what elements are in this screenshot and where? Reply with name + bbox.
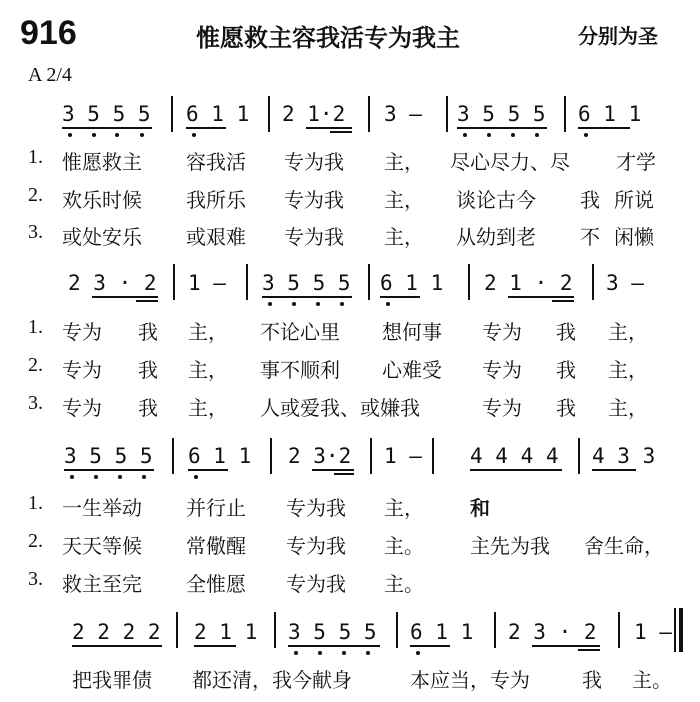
lyric: 本应当，专为 [410, 668, 530, 692]
lyric: 主。 [384, 572, 424, 596]
lyric: 主， [384, 496, 424, 520]
measure-notes: 6 1 1 [188, 444, 252, 468]
lyric: 主。 [384, 534, 424, 558]
lyric: 尽心尽力、尽 [450, 150, 570, 174]
measure-notes: 6 1 1 [186, 102, 250, 126]
barline [618, 612, 620, 648]
lyric: 谈论古今 [456, 188, 536, 212]
verse-label: 1. [28, 492, 43, 514]
measure-notes: 3 5 5 5 [64, 444, 153, 468]
lyric: 我 [556, 320, 576, 344]
low-dot [318, 651, 322, 655]
barline [268, 96, 270, 132]
barline [564, 96, 566, 132]
lyric: 都还清，我今献身 [192, 668, 352, 692]
lyric: 把我罪债 [72, 668, 152, 692]
measure-notes: 3 – [384, 102, 422, 126]
lyric: 我 [582, 668, 602, 692]
lyric: 我 [138, 396, 158, 420]
measure-notes: 3 – [606, 271, 644, 295]
lyric: 主。 [632, 668, 672, 692]
lyric: 专为我 [284, 188, 344, 212]
beam [72, 645, 162, 647]
lyric: 主， [608, 358, 648, 382]
measure-notes: 1 – [188, 271, 226, 295]
barline [468, 264, 470, 300]
lyric: 或处安乐 [62, 225, 142, 249]
beam [136, 300, 158, 302]
measure-notes: 1 – [634, 620, 672, 644]
lyric: 专为 [62, 320, 102, 344]
measure-notes: 1 – [384, 444, 422, 468]
lyric: 专为我 [284, 150, 344, 174]
lyric: 所说 [614, 188, 654, 212]
beam [62, 127, 152, 129]
lyric: 主， [384, 225, 424, 249]
lyric: 专为 [482, 358, 522, 382]
lyric: 才学 [616, 150, 656, 174]
measure-notes: 2 1·2 [282, 102, 346, 126]
verse-label: 1. [28, 316, 43, 338]
barline [270, 438, 272, 474]
low-dot [487, 133, 491, 137]
beam [457, 127, 547, 129]
barline [172, 438, 174, 474]
lyric: 人或爱我、或嫌我 [260, 396, 420, 420]
low-dot [342, 651, 346, 655]
low-dot [584, 133, 588, 137]
lyric: 专为 [482, 320, 522, 344]
low-dot [94, 475, 98, 479]
barline [446, 96, 448, 132]
low-dot [292, 302, 296, 306]
low-dot [463, 133, 467, 137]
low-dot [92, 133, 96, 137]
measure-notes: 3 5 5 5 [288, 620, 377, 644]
lyric: 或艰难 [186, 225, 246, 249]
low-dot [416, 651, 420, 655]
low-dot [118, 475, 122, 479]
final-barline-thin [674, 608, 676, 652]
lyric: 舍生命， [584, 534, 664, 558]
beam [312, 469, 354, 471]
lyric: 常儆醒 [186, 534, 246, 558]
low-dot [70, 475, 74, 479]
lyric: 我 [556, 358, 576, 382]
verse-label: 1. [28, 146, 43, 168]
lyric: 并行止 [186, 496, 246, 520]
beam [470, 469, 562, 471]
barline [246, 264, 248, 300]
beam [334, 473, 354, 475]
measure-notes: 2 3·2 [288, 444, 352, 468]
beam [92, 296, 158, 298]
measure-notes: 2 3 · 2 [68, 271, 157, 295]
beam [188, 469, 228, 471]
low-dot [268, 302, 272, 306]
hymn-category: 分别为圣 [578, 24, 658, 48]
lyric: 欢乐时候 [62, 188, 142, 212]
barline [592, 264, 594, 300]
beam [592, 469, 636, 471]
lyric: 我 [580, 188, 600, 212]
lyric: 从幼到老 [456, 225, 536, 249]
measure-notes: 3 5 5 5 [457, 102, 546, 126]
lyric: 不 [580, 225, 600, 249]
beam [578, 127, 630, 129]
lyric: 事不顺利 [260, 358, 340, 382]
measure-notes: 3 5 5 5 [262, 271, 351, 295]
lyric: 专为 [482, 396, 522, 420]
beam [410, 645, 450, 647]
lyric: 专为我 [284, 225, 344, 249]
lyric: 我所乐 [186, 188, 246, 212]
low-dot [340, 302, 344, 306]
verse-label: 2. [28, 354, 43, 376]
measure-notes: 2 1 · 2 [484, 271, 573, 295]
verse-label: 3. [28, 392, 43, 414]
beam [552, 300, 574, 302]
measure-notes: 6 1 1 [410, 620, 474, 644]
final-barline-thick [679, 608, 683, 652]
lyric: 我 [138, 320, 158, 344]
measure-notes: 6 1 1 [578, 102, 642, 126]
lyric: 我 [138, 358, 158, 382]
measure-notes: 2 2 2 2 [72, 620, 161, 644]
verse-label: 2. [28, 530, 43, 552]
beam [194, 645, 236, 647]
beam [186, 127, 226, 129]
beam [578, 649, 600, 651]
lyric: 专为 [62, 396, 102, 420]
beam [532, 645, 600, 647]
measure-notes: 4 4 4 4 [470, 444, 559, 468]
low-dot [194, 475, 198, 479]
key-signature: A 2/4 [28, 64, 72, 86]
low-dot [511, 133, 515, 137]
low-dot [142, 475, 146, 479]
low-dot [535, 133, 539, 137]
lyric: 专为我 [286, 572, 346, 596]
low-dot [316, 302, 320, 306]
beam [288, 645, 380, 647]
verse-label: 3. [28, 568, 43, 590]
lyric: 专为我 [286, 496, 346, 520]
barline [368, 96, 370, 132]
barline [176, 612, 178, 648]
verse-label: 2. [28, 184, 43, 206]
beam [262, 296, 352, 298]
lyric: 主， [188, 396, 228, 420]
barline [171, 96, 173, 132]
verse-label: 3. [28, 221, 43, 243]
beam [508, 296, 574, 298]
lyric: 主， [384, 150, 424, 174]
lyric: 和 [470, 496, 490, 520]
low-dot [140, 133, 144, 137]
low-dot [386, 302, 390, 306]
lyric: 容我活 [186, 150, 246, 174]
lyric: 一生举动 [62, 496, 142, 520]
measure-notes: 6 1 1 [380, 271, 444, 295]
barline [494, 612, 496, 648]
barline [368, 264, 370, 300]
barline [370, 438, 372, 474]
beam [64, 469, 154, 471]
lyric: 主， [608, 320, 648, 344]
barline [274, 612, 276, 648]
measure-notes: 2 3 · 2 [508, 620, 597, 644]
lyric: 心难受 [382, 358, 442, 382]
lyric: 不论心里 [260, 320, 340, 344]
barline [578, 438, 580, 474]
lyric: 主， [384, 188, 424, 212]
lyric: 专为我 [286, 534, 346, 558]
low-dot [192, 133, 196, 137]
measure-notes: 3 5 5 5 [62, 102, 151, 126]
measure-notes: 2 1 1 [194, 620, 258, 644]
lyric: 主， [608, 396, 648, 420]
hymn-number: 916 [20, 14, 77, 52]
lyric: 我 [556, 396, 576, 420]
beam [380, 296, 420, 298]
beam [330, 131, 352, 133]
hymn-title: 惟愿救主容我活专为我主 [196, 24, 460, 52]
beam [306, 127, 352, 129]
lyric: 想何事 [382, 320, 442, 344]
lyric: 主， [188, 320, 228, 344]
barline [396, 612, 398, 648]
lyric: 主， [188, 358, 228, 382]
lyric: 专为 [62, 358, 102, 382]
low-dot [115, 133, 119, 137]
lyric: 天天等候 [62, 534, 142, 558]
lyric: 闲懒 [614, 225, 654, 249]
lyric: 全惟愿 [186, 572, 246, 596]
lyric: 主先为我 [470, 534, 550, 558]
lyric: 救主至完 [62, 572, 142, 596]
measure-notes: 4 3 3 [592, 444, 656, 468]
low-dot [68, 133, 72, 137]
barline [173, 264, 175, 300]
low-dot [366, 651, 370, 655]
barline [432, 438, 434, 474]
lyric: 惟愿救主 [62, 150, 142, 174]
low-dot [294, 651, 298, 655]
